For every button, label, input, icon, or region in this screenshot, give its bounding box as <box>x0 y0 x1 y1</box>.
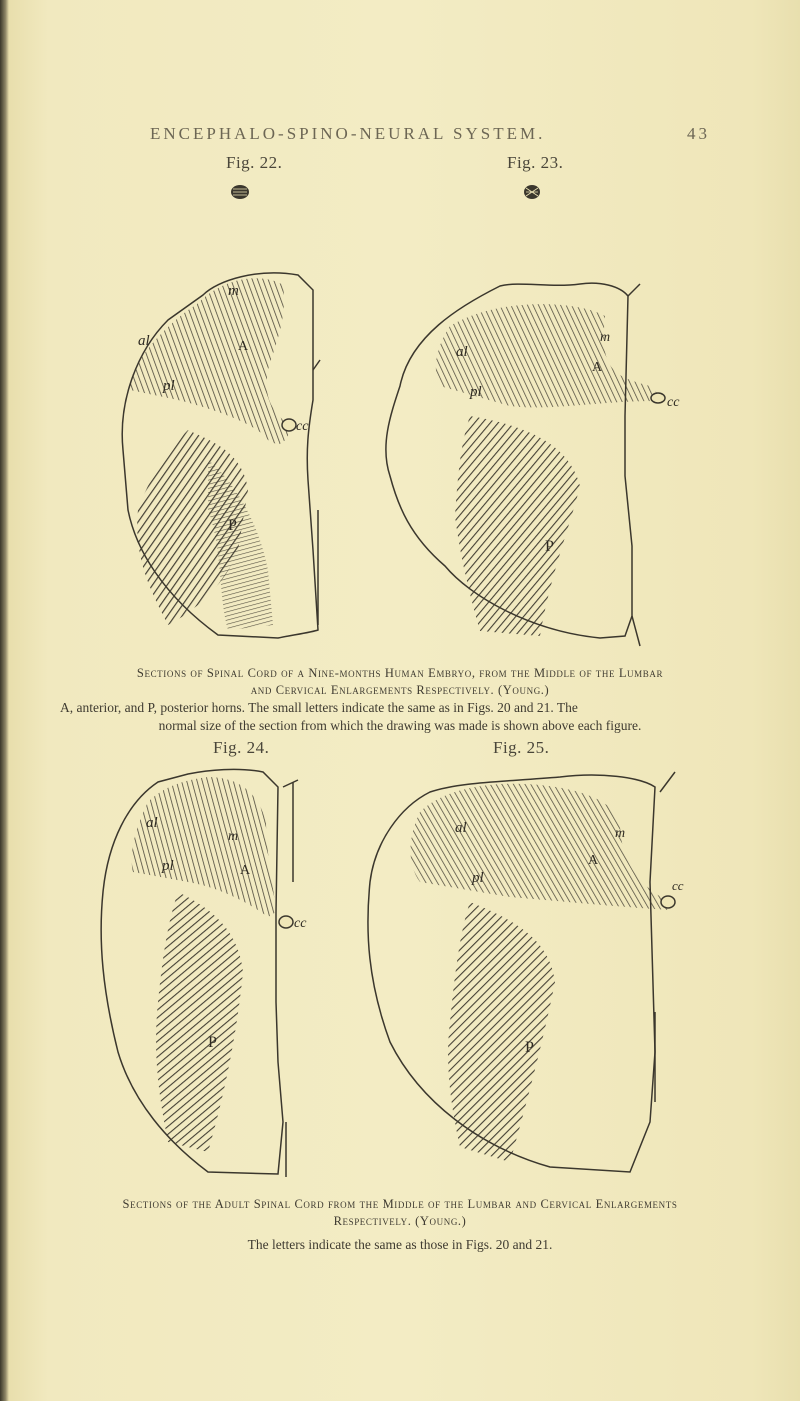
fig-25-label: Fig. 25. <box>493 738 550 757</box>
fig-23-normal-size-mark <box>521 183 543 201</box>
fig-25-letter-cc: cc <box>672 878 684 893</box>
running-head-title: ENCEPHALO-SPINO-NEURAL SYSTEM. <box>150 124 546 143</box>
fig-22-normal-size-mark <box>229 183 251 201</box>
fig-22-label: Fig. 22. <box>226 153 283 172</box>
fig-22-letter-cc: cc <box>296 419 309 434</box>
top-caption-title-line-2: and Cervical Enlargements Respectively. (Young.) <box>250 683 550 697</box>
fig-25-drawing <box>350 762 690 1182</box>
fig-24-letter-pl: pl <box>162 858 174 874</box>
fig-24-letter-cc: cc <box>294 916 307 931</box>
fig-25-letter-P: P <box>525 1039 534 1056</box>
fig-25-letter-al: al <box>455 820 467 836</box>
fig-23-letter-A: A <box>592 360 603 375</box>
top-caption-text-line-1: A, anterior, and P, posterior horns. The small letters indicate the same as in Figs. 20 and 21. The <box>60 700 578 715</box>
bottom-figures-caption <box>40 1196 760 1254</box>
fig-22-letter-P: P <box>228 517 237 534</box>
fig-23-letter-al: al <box>456 344 468 360</box>
fig-22-drawing <box>108 250 348 645</box>
top-caption-title-line-1: Sections of Spinal Cord of a Nine-months Human Embryo, from the Middle of the Lumbar <box>136 666 664 680</box>
fig-24-drawing <box>88 762 328 1182</box>
fig-22-letter-al: al <box>138 333 150 349</box>
fig-22-letter-A: A <box>238 339 249 354</box>
bottom-caption-text-line-1: The letters indicate the same as those in Figs. 20 and 21. <box>247 1237 553 1252</box>
fig-23-label: Fig. 23. <box>507 153 564 172</box>
fig-25-letter-m: m <box>615 826 626 841</box>
fig-23-letter-m: m <box>600 330 611 345</box>
top-caption-text-line-2: normal size of the section from which the drawing was made is shown above each figure. <box>158 718 642 733</box>
fig-24-letter-P: P <box>208 1034 217 1051</box>
fig-23-drawing <box>370 276 700 651</box>
fig-23-letter-pl: pl <box>470 384 482 400</box>
fig-22-letter-m: m <box>228 283 239 299</box>
fig-23-letter-cc: cc <box>667 395 680 410</box>
bottom-caption-title-line-1: Sections of the Adult Spinal Cord from the Middle of the Lumbar and Cervical Enlargements <box>122 1197 678 1211</box>
book-spine-edge <box>0 0 9 1401</box>
fig-24-letter-al: al <box>146 815 158 831</box>
fig-24-letter-A: A <box>240 863 251 878</box>
fig-24-letter-m: m <box>228 829 239 844</box>
bottom-caption-title-line-2: Respectively. (Young.) <box>333 1214 467 1228</box>
fig-25-letter-A: A <box>588 853 599 868</box>
fig-24-label: Fig. 24. <box>213 738 270 757</box>
fig-23-letter-P: P <box>545 538 554 555</box>
fig-22-letter-pl: pl <box>163 378 175 394</box>
fig-25-letter-pl: pl <box>472 870 484 886</box>
page-number: 43 <box>687 124 710 143</box>
top-figures-caption <box>40 665 760 735</box>
